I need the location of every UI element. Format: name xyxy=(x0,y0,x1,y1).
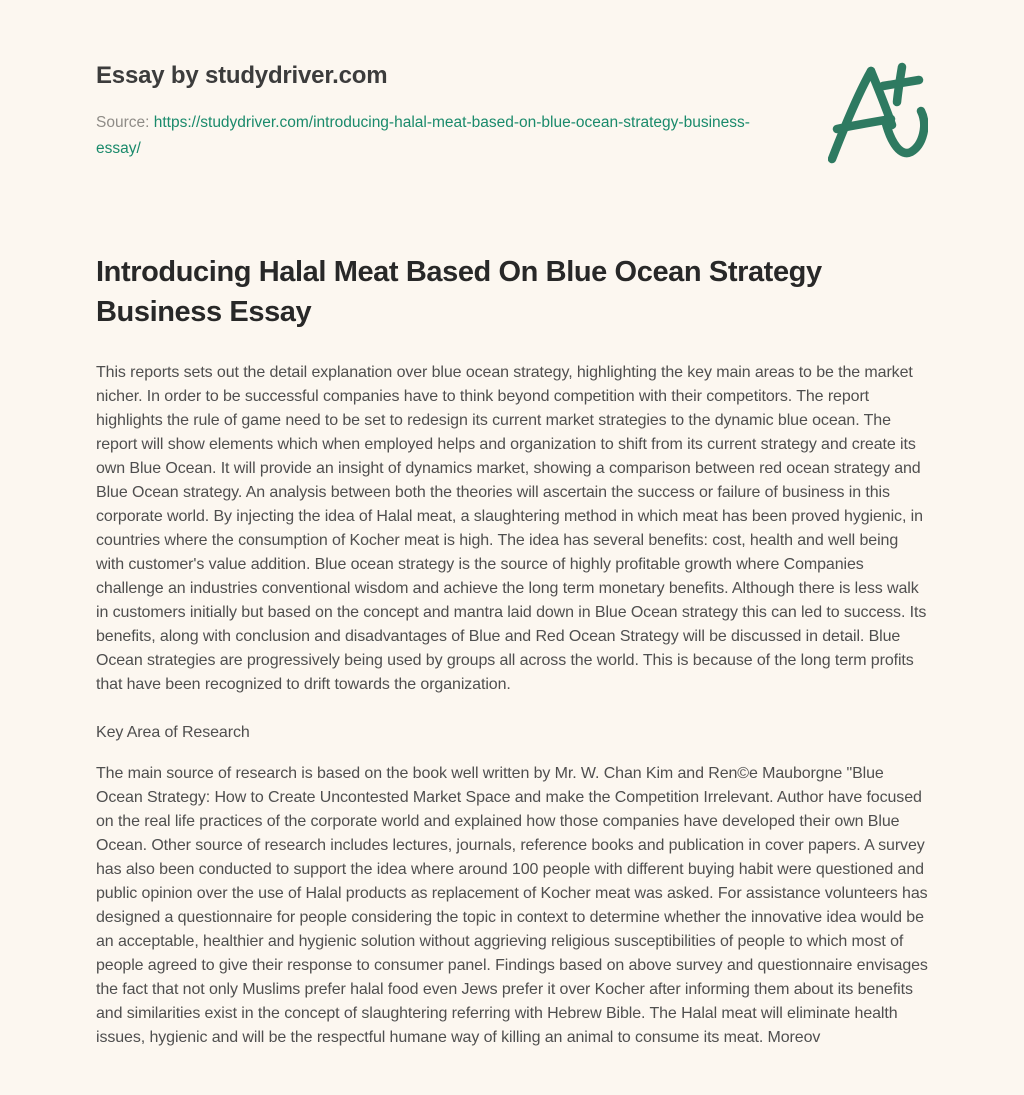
essay-title: Introducing Halal Meat Based On Blue Ocean Strategy Business Essay xyxy=(96,256,822,328)
source-url-link[interactable]: https://studydriver.com/introducing-halal-meat-based-on-blue-ocean-strategy-business-essay/ xyxy=(96,114,750,157)
source-line xyxy=(96,110,768,162)
essay-intro-paragraph: This reports sets out the detail explanation over blue ocean strategy, highlighting the key main areas to be the market nicher. In order to be successful companies have to think beyond competition with their competitors. The report highlights the rule of game need to be set to redesign its current market strategies to the dynamic blue ocean. The report will show elements which when employed helps and organization to shift from its current strategy and create its own Blue Ocean. It will provide an insight of dynamics market, showing a comparison between red ocean strategy and Blue Ocean strategy. An analysis between both the theories will ascertain the success or failure of business in this corporate world. By injecting the idea of Halal meat, a slaughtering method in which meat has been proved hygienic, in countries where the consumption of Kocher meat is high. The idea has several benefits: cost, health and well being with customer's value addition. Blue ocean strategy is the source of highly profitable growth where Companies challenge an industries conventional wisdom and achieve the long term monetary benefits. Although there is less walk in customers initially but based on the concept and mantra laid down in Blue Ocean strategy this can led to success. Its benefits, along with conclusion and disadvantages of Blue and Red Ocean Strategy will be discussed in detail. Blue Ocean strategies are progressively being used by groups all across the world. This is because of the long term profits that have been recognized to drift towards the organization. xyxy=(96,364,927,693)
essay-body-paragraph: The main source of research is based on the book well written by Mr. W. Chan Kim and Ren©e Mauborgne "Blue Ocean Strategy: How to Create Uncontested Market Space and make the Competition Irrelevant. Author have focused on the real life practices of the corporate world and explained how those companies have developed their own Blue Ocean. Other source of research includes lectures, journals, reference books and publication in cover papers. A survey has also been conducted to support the idea where around 100 people with different buying habit were questioned and public opinion over the use of Halal products as replacement of Kocher meat was asked. For assistance volunteers has designed a questionnaire for people considering the topic in context to determine whether the innovative idea would be an acceptable, healthier and hygienic solution without aggrieving religious susceptibilities of people to which most of people agreed to give their response to consumer panel. Findings based on above survey and questionnaire envisages the fact that not only Muslims prefer halal food even Jews prefer it over Kocher after informing them about its benefits and similarities exist in the concept of slaughtering referring with Hebrew Bible. The Halal meat will eliminate health issues, hygienic and will be the respectful humane way of killing an animal to consume its meat. Moreov xyxy=(96,765,928,1046)
essay-subheading: Key Area of Research xyxy=(96,724,250,741)
a-plus-logo-icon xyxy=(828,60,928,164)
source-label: Source: xyxy=(96,114,150,131)
page-header-title: Essay by studydriver.com xyxy=(96,62,388,89)
